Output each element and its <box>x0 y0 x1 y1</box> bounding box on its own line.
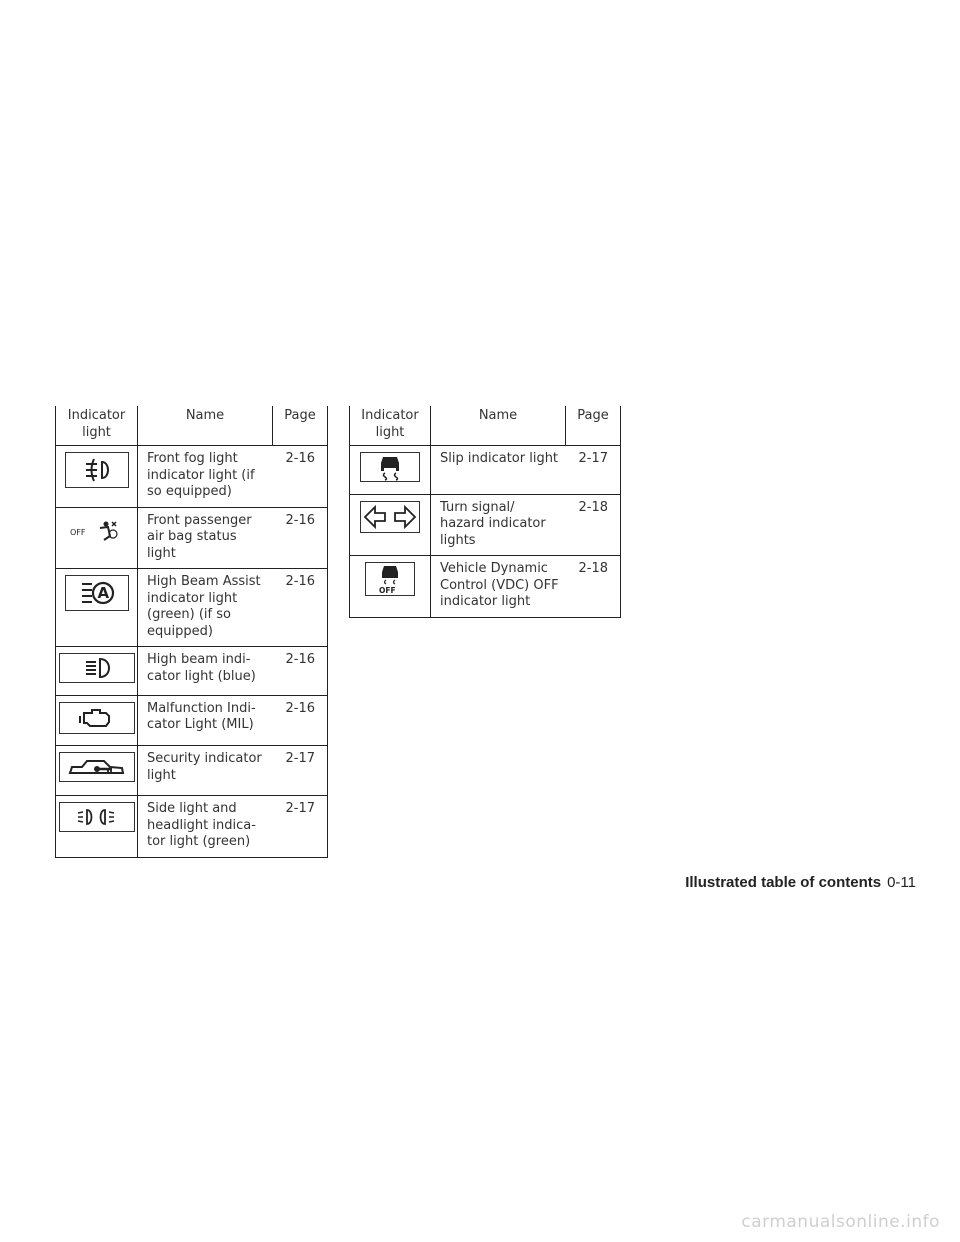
row-page: 2-16 <box>273 569 328 647</box>
front-fog-light-icon <box>65 452 129 488</box>
row-name: High beam indi- cator light (blue) <box>138 647 273 696</box>
table-row <box>56 647 328 696</box>
row-page: 2-18 <box>566 494 621 556</box>
row-name: High Beam Assist indicator light (green) (if so equipped) <box>138 569 273 647</box>
vdc-off-icon <box>365 562 415 596</box>
passenger-airbag-off-icon <box>66 514 128 548</box>
high-beam-assist-icon <box>65 575 129 611</box>
row-page: 2-17 <box>273 746 328 796</box>
footer-title: Illustrated table of contents <box>685 874 882 891</box>
row-page: 2-18 <box>566 556 621 618</box>
table-row <box>350 446 621 495</box>
row-page: 2-16 <box>273 446 328 508</box>
off-label: OFF <box>69 527 85 537</box>
table-row <box>56 569 328 647</box>
header-page: Page <box>273 406 328 446</box>
row-name: Side light and headlight indica- tor light (green) <box>138 796 273 858</box>
header-indicator-light: Indicator light <box>56 406 138 446</box>
row-name: Vehicle Dynamic Control (VDC) OFF indicator light <box>431 556 566 618</box>
row-page: 2-16 <box>273 647 328 696</box>
table-row <box>56 695 328 746</box>
table-row <box>56 796 328 858</box>
security-car-key-icon <box>59 752 135 782</box>
high-beam-icon <box>59 653 135 683</box>
assist-letter: A <box>97 584 109 602</box>
table-row <box>56 507 328 569</box>
header-indicator-light: Indicator light <box>350 406 431 446</box>
header-name: Name <box>138 406 273 446</box>
header-page: Page <box>566 406 621 446</box>
table-row <box>56 746 328 796</box>
side-headlight-icon <box>59 802 135 832</box>
vdc-off-label: OFF <box>379 586 396 595</box>
table-row <box>350 494 621 556</box>
row-page: 2-17 <box>566 446 621 495</box>
row-page: 2-16 <box>273 507 328 569</box>
row-name: Slip indicator light <box>431 446 566 495</box>
row-name: Malfunction Indi- cator Light (MIL) <box>138 695 273 746</box>
row-name: Security indicator light <box>138 746 273 796</box>
page-footer <box>685 874 916 891</box>
row-name: Front passenger air bag status light <box>138 507 273 569</box>
table-row <box>56 446 328 508</box>
turn-signal-arrows-icon <box>360 501 420 533</box>
slip-indicator-icon <box>360 452 420 482</box>
indicator-table-right <box>349 406 621 618</box>
row-page: 2-16 <box>273 695 328 746</box>
row-name: Turn signal/ hazard indicator lights <box>431 494 566 556</box>
watermark: carmanualsonline.info <box>741 1212 940 1232</box>
page-number: 0-11 <box>887 874 916 891</box>
malfunction-engine-icon <box>59 702 135 734</box>
row-page: 2-17 <box>273 796 328 858</box>
table-row <box>350 556 621 618</box>
indicator-table-left <box>55 406 328 858</box>
header-name: Name <box>431 406 566 446</box>
row-name: Front fog light indicator light (if so equipped) <box>138 446 273 508</box>
